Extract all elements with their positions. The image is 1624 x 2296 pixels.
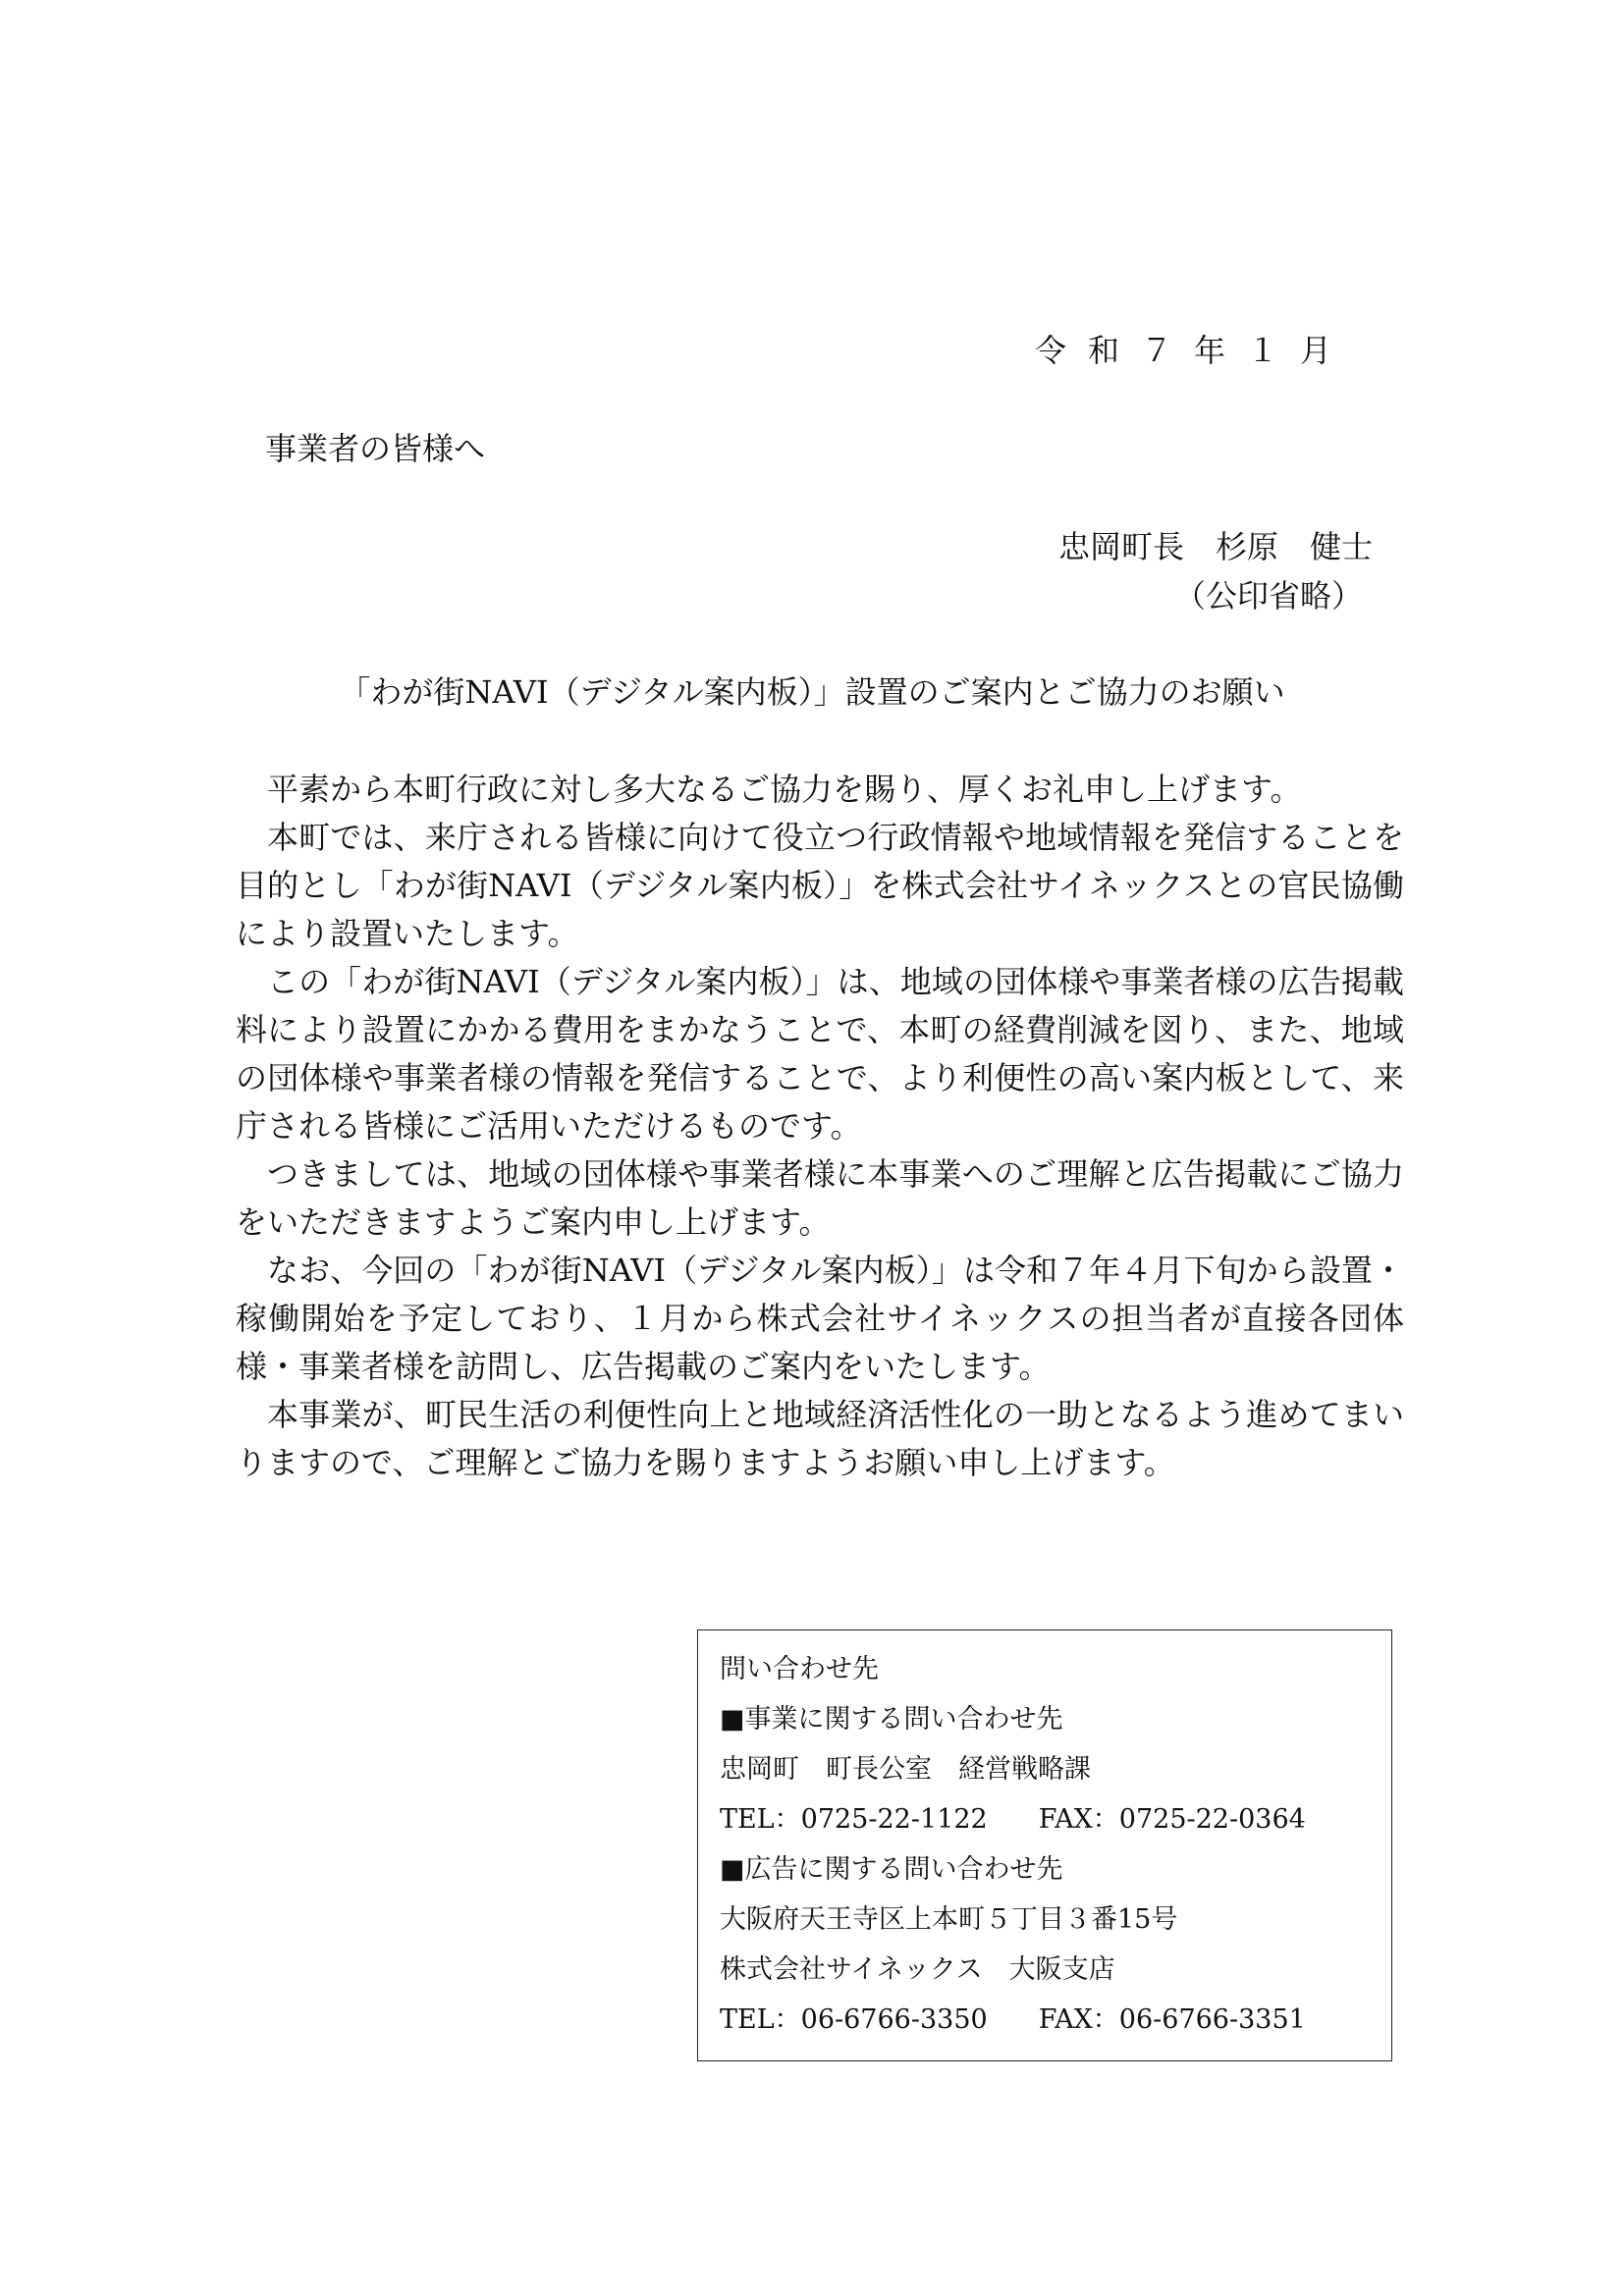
- body-paragraph: この「わが街NAVI（デジタル案内板）」は、地域の団体様や事業者様の広告掲載料により設置にかかる費用をまかなうことで、本町の経費削減を図り、また、地域の団体様や事業者様の情報を発信することで、より利便性の高い案内板として、来庁される皆様にご活用いただけるものです。: [236, 963, 1404, 1145]
- body-paragraph: 本事業が、町民生活の利便性向上と地域経済活性化の一助となるよう進めてまいりますので、ご理解とご協力を賜りますようお願い申し上げます。: [236, 1396, 1404, 1481]
- business-contact-org: 忠岡町 町長公室 経営戦略課: [720, 1754, 1091, 1785]
- body-paragraph: つきましては、地域の団体様や事業者様に本事業へのご理解と広告掲載にご協力をいただきますようご案内申し上げます。: [236, 1155, 1404, 1241]
- body-paragraph: 平素から本町行政に対し多大なるご協力を賜り、厚くお礼申し上げます。: [267, 771, 1302, 808]
- ad-fax: FAX：06-6766-3351: [1038, 2004, 1306, 2035]
- business-tel: TEL：0725-22-1122: [720, 1804, 988, 1835]
- ad-contact-heading: ■広告に関する問い合わせ先: [720, 1854, 1063, 1885]
- body-paragraph: 本町では、来庁される皆様に向けて役立つ行政情報や地域情報を発信することを目的とし「わが街NAVI（デジタル案内板）」を株式会社サイネックスとの官民協働により設置いたします。: [236, 819, 1404, 952]
- letter-subject: 「わが街NAVI（デジタル案内板）」設置のご案内とご協力のお願い: [339, 673, 1285, 711]
- business-contact-heading: ■事業に関する問い合わせ先: [720, 1704, 1063, 1735]
- business-contact-phone-row: [720, 1794, 1370, 1844]
- ad-contact-org: 株式会社サイネックス 大阪支店: [720, 1954, 1115, 1985]
- letter-date: 令和７年１月: [1034, 332, 1353, 369]
- letter-body: [236, 766, 1404, 1487]
- seal-note: （公印省略）: [1173, 577, 1363, 614]
- body-paragraph: なお、今回の「わが街NAVI（デジタル案内板）」は令和７年４月下旬から設置・稼働開始を予定しており、１月から株式会社サイネックスの担当者が直接各団体様・事業者様を訪問し、広告掲載のご案内をいたします。: [236, 1252, 1404, 1385]
- addressee: 事業者の皆様へ: [265, 430, 486, 467]
- contact-box: [697, 1629, 1392, 2061]
- business-fax: FAX：0725-22-0364: [1038, 1804, 1306, 1835]
- ad-tel: TEL：06-6766-3350: [720, 2004, 988, 2035]
- contact-heading: 問い合わせ先: [720, 1654, 879, 1684]
- sender-name: 忠岡町長 杉原 健士: [1057, 528, 1373, 565]
- ad-contact-phone-row: [720, 1995, 1370, 2045]
- ad-contact-address: 大阪府天王寺区上本町５丁目３番15号: [720, 1904, 1178, 1935]
